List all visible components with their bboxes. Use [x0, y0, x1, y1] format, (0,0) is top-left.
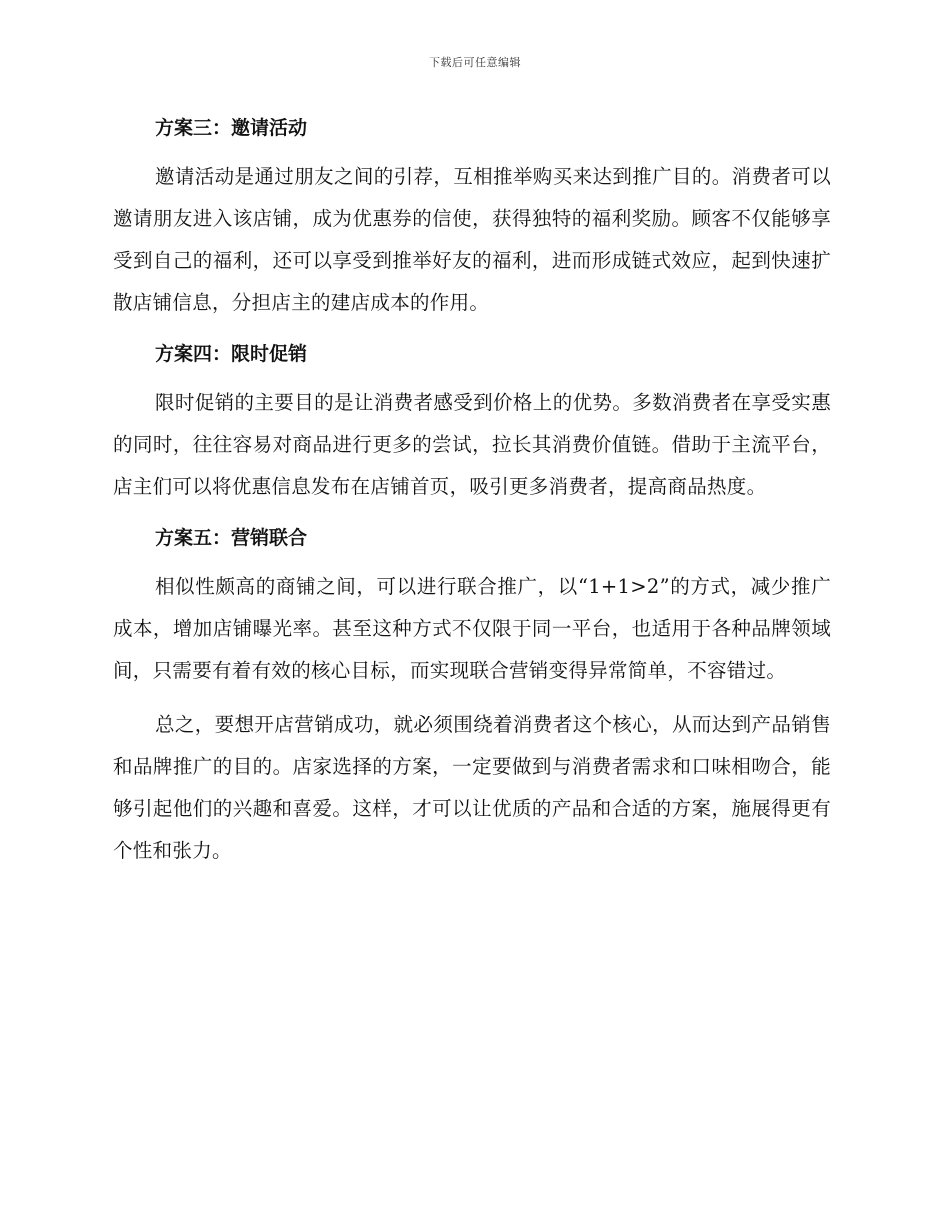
section-heading-joint-marketing: 方案五：营销联合 — [155, 527, 308, 549]
section-body-flash-sale: 限时促销的主要目的是让消费者感受到价格上的优势。多数消费者在享受实惠的同时，往往容易对商品进行更多的尝试，拉长其消费价值链。借助于主流平台，店主们可以将优惠信息发布在店铺首页，吸引更多消费者，提高商品热度。 — [113, 391, 831, 498]
section-body-joint-marketing: 相似性颇高的商铺之间，可以进行联合推广，以“1+1>2”的方式，减少推广成本，增加店铺曝光率。甚至这种方式不仅限于同一平台，也适用于各种品牌领域间，只需要有着有效的核心目标，而实现联合营销变得异常简单，不容错过。 — [113, 575, 831, 682]
header-note: 下载后可任意编辑 — [429, 56, 521, 69]
section-heading-invite: 方案三：邀请活动 — [155, 117, 308, 139]
conclusion-paragraph: 总之，要想开店营销成功，就必须围绕着消费者这个核心，从而达到产品销售和品牌推广的目的。店家选择的方案，一定要做到与消费者需求和口味相吻合，能够引起他们的兴趣和喜爱。这样，才可以让优质的产品和合适的方案，施展得更有个性和张力。 — [113, 713, 831, 862]
section-heading-flash-sale: 方案四：限时促销 — [155, 343, 308, 365]
section-body-invite: 邀请活动是通过朋友之间的引荐，互相推举购买来达到推广目的。消费者可以邀请朋友进入该店铺，成为优惠券的信使，获得独特的福利奖励。顾客不仅能够享受到自己的福利，还可以享受到推举好友的福利，进而形成链式效应，起到快速扩散店铺信息，分担店主的建店成本的作用。 — [113, 165, 831, 314]
document-body — [113, 110, 831, 884]
